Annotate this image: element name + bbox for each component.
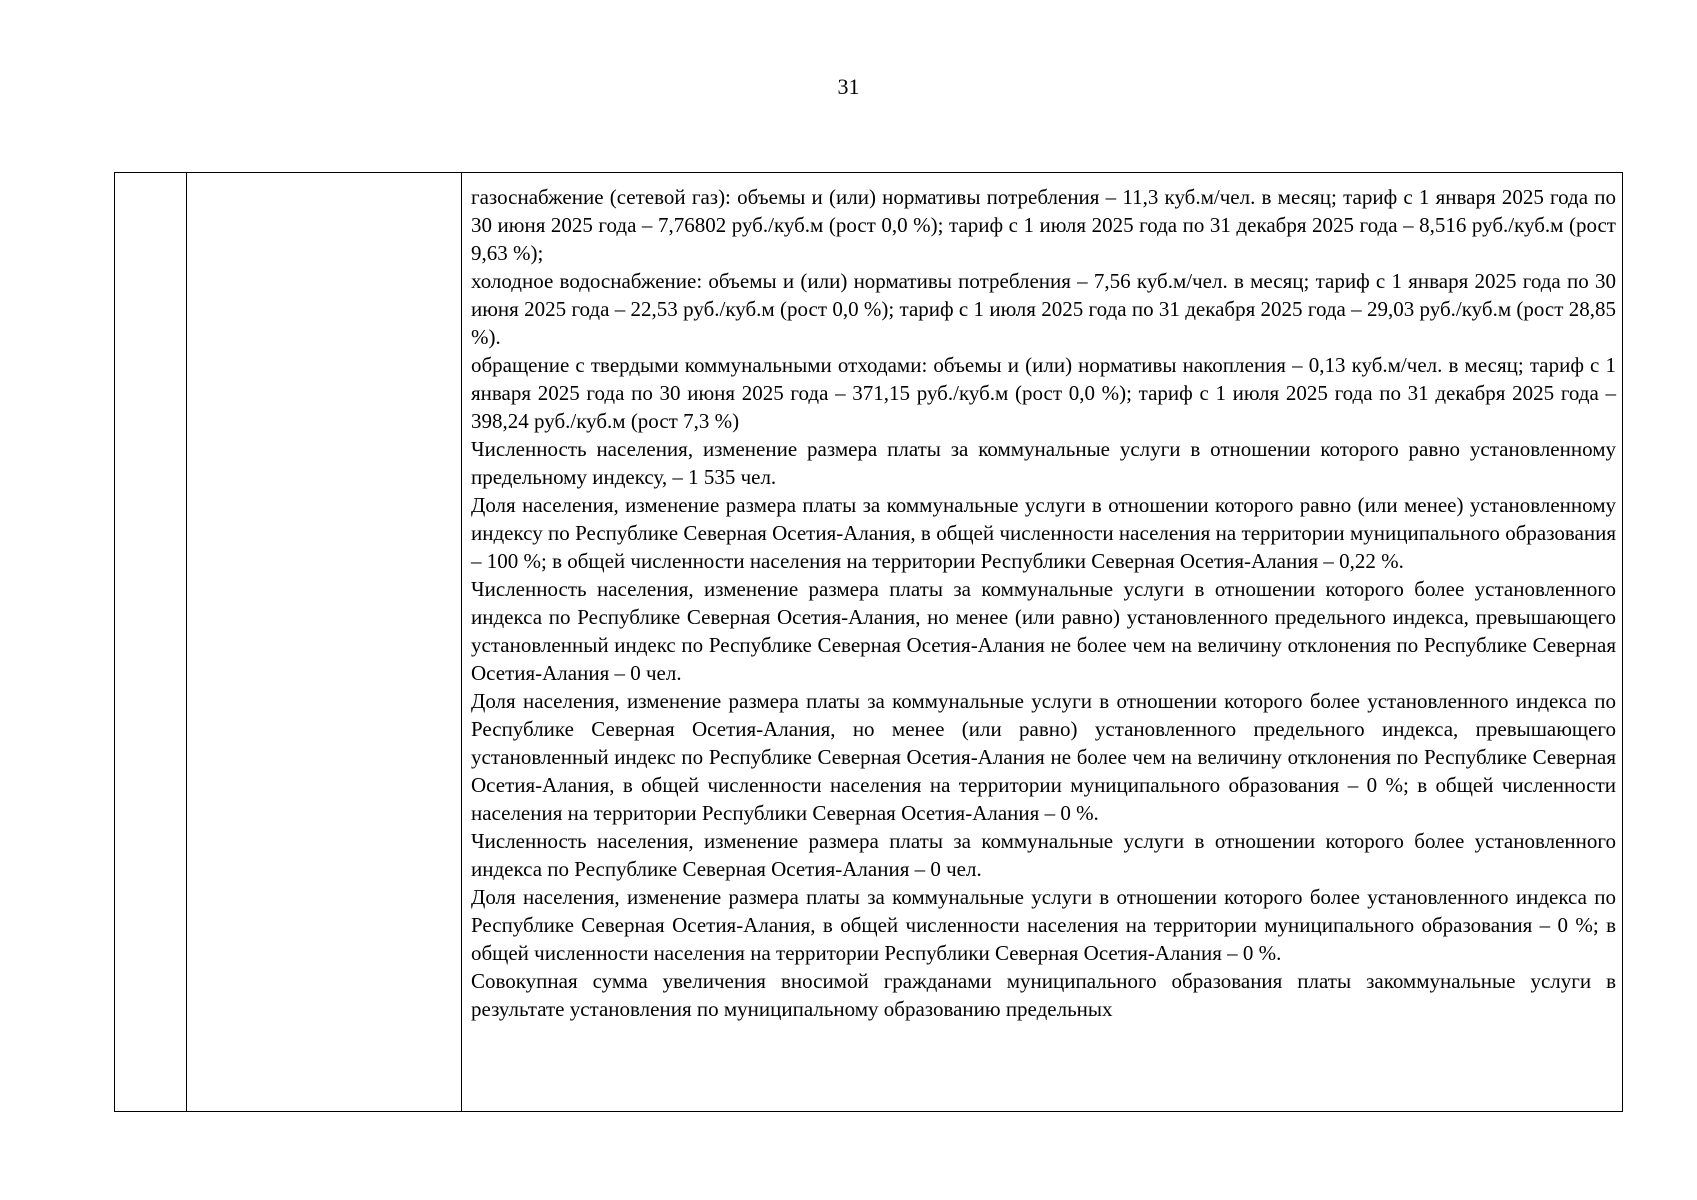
paragraph-population-above-index-within-limit: Численность населения, изменение размера платы за коммунальные услуги в отношении которого более установленного индекса по Республике Северная Осетия-Алания, но менее (или равно) установленного предельного индекса, превышающего установленный индекс по Республике Северная Осетия-Алания не более чем на величину отклонения по Республике Северная Осетия-Алания – 0 чел. (471, 577, 1616, 685)
table-row (115, 173, 1623, 1112)
row-content-cell (462, 173, 1623, 1112)
paragraph-solid-waste: обращение с твердыми коммунальными отходами: объемы и (или) нормативы накопления – 0,13 куб.м/чел. в месяц; тариф с 1 января 2025 года по 30 июня 2025 года – 371,15 руб./куб.м (рост 0,0 %); тариф с 1 июля 2025 года по 31 декабря 2025 года –398,24 руб./куб.м (рост 7,3 %) (471, 353, 1616, 433)
paragraph-cold-water: холодное водоснабжение: объемы и (или) нормативы потребления – 7,56 куб.м/чел. в месяц; тариф с 1 января 2025 года по 30 июня 2025 года – 22,53 руб./куб.м (рост 0,0 %); тариф с 1 июля 2025 года по 31 декабря 2025 года – 29,03 руб./куб.м (рост 28,85 %). (471, 269, 1616, 349)
row-number-cell (115, 173, 187, 1112)
document-table (114, 172, 1623, 1112)
paragraph-share-equal-index: Доля населения, изменение размера платы за коммунальные услуги в отношении которого равно (или менее) установленному индексу по Республике Северная Осетия-Алания, в общей численности населения на территории муниципального образования – 100 %; в общей численности населения на территории Республики Северная Осетия-Алания – 0,22 %. (471, 493, 1616, 573)
row-name-cell (187, 173, 462, 1112)
page-number: 31 (837, 74, 860, 99)
paragraph-population-above-index: Численность населения, изменение размера платы за коммунальные услуги в отношении которого более установленного индекса по Республике Северная Осетия-Алания – 0 чел. (471, 829, 1616, 881)
paragraph-share-above-index: Доля населения, изменение размера платы за коммунальные услуги в отношении которого более установленного индекса по Республике Северная Осетия-Алания, в общей численности населения на территории муниципального образования – 0 %; в общей численности населения на территории Республики Северная Осетия-Алания – 0 %. (471, 885, 1616, 965)
paragraph-total-increase: Совокупная сумма увеличения вносимой гражданами муниципального образования платы закоммунальные услуги в результате установления по муниципальному образованию предельных (471, 969, 1616, 1021)
paragraph-gas-supply: газоснабжение (сетевой газ): объемы и (или) нормативы потребления – 11,3 куб.м/чел. в месяц; тариф с 1 января 2025 года по 30 июня 2025 года – 7,76802 руб./куб.м (рост 0,0 %); тариф с 1 июля 2025 года по 31 декабря 2025 года – 8,516 руб./куб.м (рост 9,63 %); (471, 185, 1616, 265)
paragraph-population-equal-limit: Численность населения, изменение размера платы за коммунальные услуги в отношении которого равно установленному предельному индексу, – 1 535 чел. (471, 437, 1616, 489)
paragraph-share-above-index-within-limit: Доля населения, изменение размера платы за коммунальные услуги в отношении которого более установленного индекса по Республике Северная Осетия-Алания, но менее (или равно) установленного предельного индекса, превышающего установленный индекс по Республике Северная Осетия-Алания не более чем на величину отклонения по Республике Северная Осетия-Алания, в общей численности населения на территории муниципального образования – 0 %; в общей численности населения на территории Республики Северная Осетия-Алания – 0 %. (471, 689, 1616, 825)
